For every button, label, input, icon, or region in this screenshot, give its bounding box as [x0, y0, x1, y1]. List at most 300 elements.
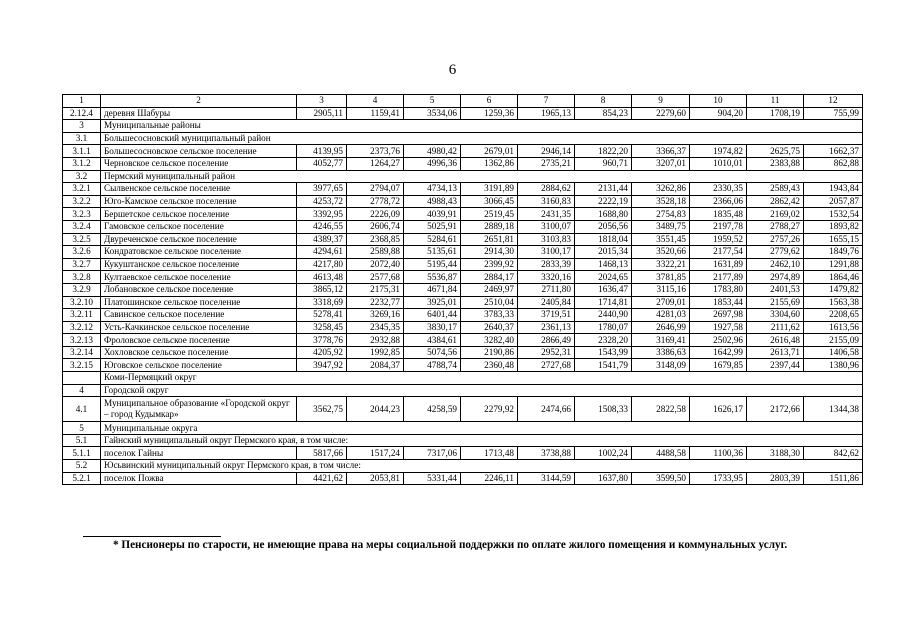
value-cell: 2589,43 — [747, 183, 804, 196]
value-cell: 3169,41 — [632, 334, 690, 347]
value-cell: 5135,61 — [404, 246, 461, 259]
value-cell: 4734,13 — [404, 183, 461, 196]
value-cell: 1780,07 — [575, 321, 632, 334]
value-cell: 2044,23 — [347, 397, 404, 422]
table-row — [63, 346, 863, 359]
value-cell: 4205,92 — [297, 346, 347, 359]
value-cell: 1733,95 — [690, 472, 747, 485]
value-cell: 2822,58 — [632, 397, 690, 422]
value-cell: 4294,61 — [297, 246, 347, 259]
column-header: 5 — [404, 95, 461, 108]
value-cell: 4613,48 — [297, 271, 347, 284]
value-cell: 2462,10 — [747, 258, 804, 271]
row-code: 5.1 — [63, 434, 101, 447]
row-code: 2.12.4 — [63, 107, 101, 120]
value-cell: 1893,82 — [804, 220, 863, 233]
value-cell: 3719,51 — [518, 309, 575, 322]
column-header: 2 — [101, 95, 297, 108]
value-cell: 3322,21 — [632, 258, 690, 271]
value-cell: 6401,44 — [404, 309, 461, 322]
value-cell: 2778,72 — [347, 195, 404, 208]
value-cell: 4421,62 — [297, 472, 347, 485]
value-cell: 2226,09 — [347, 208, 404, 221]
value-cell: 1259,36 — [461, 107, 518, 120]
value-cell: 1380,96 — [804, 359, 863, 372]
value-cell: 1849,76 — [804, 246, 863, 259]
table-row — [63, 183, 863, 196]
value-cell: 2646,99 — [632, 321, 690, 334]
row-code: 5.2 — [63, 460, 101, 473]
value-cell: 2328,20 — [575, 334, 632, 347]
value-cell: 2072,40 — [347, 258, 404, 271]
table-row — [63, 271, 863, 284]
value-cell: 1822,20 — [575, 145, 632, 158]
row-code: 4.1 — [63, 397, 101, 422]
value-cell: 2373,76 — [347, 145, 404, 158]
value-cell: 2361,13 — [518, 321, 575, 334]
column-header: 8 — [575, 95, 632, 108]
value-cell: 1992,85 — [347, 346, 404, 359]
value-cell: 5331,44 — [404, 472, 461, 485]
value-cell: 2788,27 — [747, 220, 804, 233]
row-code: 3.2 — [63, 170, 101, 183]
value-cell: 2914,30 — [461, 246, 518, 259]
value-cell: 1818,04 — [575, 233, 632, 246]
column-header: 11 — [747, 95, 804, 108]
value-cell: 2711,80 — [518, 283, 575, 296]
row-name: Лобановское сельское поселение — [101, 283, 297, 296]
value-cell: 2735,21 — [518, 157, 575, 170]
value-cell: 1517,24 — [347, 447, 404, 460]
value-cell: 1714,81 — [575, 296, 632, 309]
value-cell: 2510,04 — [461, 296, 518, 309]
value-cell: 3304,60 — [747, 309, 804, 322]
footnote: * Пенсионеры по старости, не имеющие права на меры социальной поддержки по оплате жилого помещения и коммунальных услуг. — [113, 539, 788, 551]
row-name: поселок Пожва — [101, 472, 297, 485]
row-name: Платошинское сельское поселение — [101, 296, 297, 309]
value-cell: 3320,16 — [518, 271, 575, 284]
data-table — [62, 94, 863, 485]
value-cell: 3489,75 — [632, 220, 690, 233]
value-cell: 2905,11 — [297, 107, 347, 120]
row-code: 4 — [63, 384, 101, 397]
value-cell: 4258,59 — [404, 397, 461, 422]
value-cell: 3778,76 — [297, 334, 347, 347]
value-cell: 862,88 — [804, 157, 863, 170]
value-cell: 4139,95 — [297, 145, 347, 158]
section-row — [63, 460, 863, 473]
table-row — [63, 195, 863, 208]
row-code: 3.2.9 — [63, 283, 101, 296]
value-cell: 4384,61 — [404, 334, 461, 347]
column-header: 7 — [518, 95, 575, 108]
table-row — [63, 220, 863, 233]
column-header: 12 — [804, 95, 863, 108]
table-row — [63, 107, 863, 120]
row-code: 3.2.4 — [63, 220, 101, 233]
column-header: 1 — [63, 95, 101, 108]
value-cell: 5195,44 — [404, 258, 461, 271]
section-row — [63, 434, 863, 447]
value-cell: 2172,66 — [747, 397, 804, 422]
section-row — [63, 170, 863, 183]
value-cell: 3830,17 — [404, 321, 461, 334]
value-cell: 2884,62 — [518, 183, 575, 196]
value-cell: 2169,02 — [747, 208, 804, 221]
value-cell: 2866,49 — [518, 334, 575, 347]
value-cell: 3977,65 — [297, 183, 347, 196]
column-header: 10 — [690, 95, 747, 108]
value-cell: 4281,03 — [632, 309, 690, 322]
row-name: Усть-Качкинское сельское поселение — [101, 321, 297, 334]
table-row — [63, 309, 863, 322]
value-cell: 3781,85 — [632, 271, 690, 284]
value-cell: 2345,35 — [347, 321, 404, 334]
value-cell: 2366,06 — [690, 195, 747, 208]
value-cell: 1291,88 — [804, 258, 863, 271]
row-name: Кондратовское сельское поселение — [101, 246, 297, 259]
value-cell: 2833,39 — [518, 258, 575, 271]
value-cell: 2177,54 — [690, 246, 747, 259]
value-cell: 2155,69 — [747, 296, 804, 309]
value-cell: 2190,86 — [461, 346, 518, 359]
row-code: 3.2.8 — [63, 271, 101, 284]
value-cell: 1508,33 — [575, 397, 632, 422]
row-name: Черновское сельское поселение — [101, 157, 297, 170]
column-header: 9 — [632, 95, 690, 108]
value-cell: 2015,34 — [575, 246, 632, 259]
value-cell: 904,20 — [690, 107, 747, 120]
table-row — [63, 258, 863, 271]
value-cell: 2613,71 — [747, 346, 804, 359]
value-cell: 5817,66 — [297, 447, 347, 460]
value-cell: 2440,90 — [575, 309, 632, 322]
value-cell: 1965,13 — [518, 107, 575, 120]
value-cell: 2131,44 — [575, 183, 632, 196]
value-cell: 1642,99 — [690, 346, 747, 359]
table-row — [63, 145, 863, 158]
value-cell: 3528,18 — [632, 195, 690, 208]
value-cell: 3738,88 — [518, 447, 575, 460]
value-cell: 2084,37 — [347, 359, 404, 372]
section-row — [63, 132, 863, 145]
row-code: 3.2.15 — [63, 359, 101, 372]
value-cell: 3103,83 — [518, 233, 575, 246]
table-row — [63, 321, 863, 334]
row-name: Савинское сельское поселение — [101, 309, 297, 322]
value-cell: 1002,24 — [575, 447, 632, 460]
section-row — [63, 120, 863, 133]
value-cell: 2405,84 — [518, 296, 575, 309]
value-cell: 2932,88 — [347, 334, 404, 347]
value-cell: 1613,56 — [804, 321, 863, 334]
row-code: 3.2.12 — [63, 321, 101, 334]
value-cell: 2401,53 — [747, 283, 804, 296]
value-cell: 2577,68 — [347, 271, 404, 284]
value-cell: 4788,74 — [404, 359, 461, 372]
value-cell: 2884,17 — [461, 271, 518, 284]
value-cell: 2727,68 — [518, 359, 575, 372]
table-row — [63, 447, 863, 460]
value-cell: 2757,26 — [747, 233, 804, 246]
table-header-row — [63, 95, 863, 108]
row-code: 3.2.2 — [63, 195, 101, 208]
row-name: Юго-Камское сельское поселение — [101, 195, 297, 208]
value-cell: 2330,35 — [690, 183, 747, 196]
value-cell: 3144,59 — [518, 472, 575, 485]
value-cell: 854,23 — [575, 107, 632, 120]
row-code: 3.2.7 — [63, 258, 101, 271]
value-cell: 2616,48 — [747, 334, 804, 347]
value-cell: 2651,81 — [461, 233, 518, 246]
value-cell: 2952,31 — [518, 346, 575, 359]
value-cell: 2056,56 — [575, 220, 632, 233]
value-cell: 1159,41 — [347, 107, 404, 120]
value-cell: 1631,89 — [690, 258, 747, 271]
value-cell: 1563,38 — [804, 296, 863, 309]
value-cell: 1406,58 — [804, 346, 863, 359]
value-cell: 1959,52 — [690, 233, 747, 246]
value-cell: 7317,06 — [404, 447, 461, 460]
value-cell: 2431,35 — [518, 208, 575, 221]
value-cell: 4980,42 — [404, 145, 461, 158]
value-cell: 2057,87 — [804, 195, 863, 208]
value-cell: 2246,11 — [461, 472, 518, 485]
row-code: 3.2.11 — [63, 309, 101, 322]
value-cell: 3551,45 — [632, 233, 690, 246]
value-cell: 2679,01 — [461, 145, 518, 158]
value-cell: 3160,83 — [518, 195, 575, 208]
row-name: Гайнский муниципальный округ Пермского края, в том числе: — [101, 434, 863, 447]
value-cell: 3115,16 — [632, 283, 690, 296]
value-cell: 2803,39 — [747, 472, 804, 485]
row-name: Хохловское сельское поселение — [101, 346, 297, 359]
value-cell: 1974,82 — [690, 145, 747, 158]
table-row — [63, 334, 863, 347]
row-code: 3.1 — [63, 132, 101, 145]
value-cell: 1468,13 — [575, 258, 632, 271]
value-cell: 1626,17 — [690, 397, 747, 422]
row-name: Бершетское сельское поселение — [101, 208, 297, 221]
row-name: Култаевское сельское поселение — [101, 271, 297, 284]
value-cell: 3562,75 — [297, 397, 347, 422]
value-cell: 3207,01 — [632, 157, 690, 170]
value-cell: 4988,43 — [404, 195, 461, 208]
value-cell: 2794,07 — [347, 183, 404, 196]
row-code: 3 — [63, 120, 101, 133]
table-row — [63, 208, 863, 221]
value-cell: 1010,01 — [690, 157, 747, 170]
row-name: Кукуштанское сельское поселение — [101, 258, 297, 271]
value-cell: 3783,33 — [461, 309, 518, 322]
table-row — [63, 246, 863, 259]
value-cell: 4996,36 — [404, 157, 461, 170]
value-cell: 2208,65 — [804, 309, 863, 322]
value-cell: 1511,86 — [804, 472, 863, 485]
value-cell: 2974,89 — [747, 271, 804, 284]
row-code: 3.1.2 — [63, 157, 101, 170]
value-cell: 2024,65 — [575, 271, 632, 284]
value-cell: 2697,98 — [690, 309, 747, 322]
value-cell: 2397,44 — [747, 359, 804, 372]
row-name: Юговское сельское поселение — [101, 359, 297, 372]
value-cell: 2279,92 — [461, 397, 518, 422]
value-cell: 3534,06 — [404, 107, 461, 120]
value-cell: 3258,45 — [297, 321, 347, 334]
value-cell: 3520,66 — [632, 246, 690, 259]
value-cell: 3191,89 — [461, 183, 518, 196]
value-cell: 2279,60 — [632, 107, 690, 120]
row-name: Муниципальные округа — [101, 422, 863, 435]
value-cell: 960,71 — [575, 157, 632, 170]
row-name: Большесосновский муниципальный район — [101, 132, 863, 145]
row-code: 3.2.13 — [63, 334, 101, 347]
value-cell: 3947,92 — [297, 359, 347, 372]
value-cell: 2360,48 — [461, 359, 518, 372]
row-code — [63, 372, 101, 385]
value-cell: 5536,87 — [404, 271, 461, 284]
value-cell: 2862,42 — [747, 195, 804, 208]
row-name: Муниципальное образование «Городской округ – город Кудымкар» — [101, 397, 297, 422]
value-cell: 1688,80 — [575, 208, 632, 221]
value-cell: 3100,17 — [518, 246, 575, 259]
value-cell: 842,62 — [804, 447, 863, 460]
value-cell: 3262,86 — [632, 183, 690, 196]
value-cell: 1708,19 — [747, 107, 804, 120]
row-code: 5 — [63, 422, 101, 435]
row-name: Городской округ — [101, 384, 863, 397]
row-name: Двуреченское сельское поселение — [101, 233, 297, 246]
value-cell: 1532,54 — [804, 208, 863, 221]
value-cell: 1100,36 — [690, 447, 747, 460]
row-code: 3.2.5 — [63, 233, 101, 246]
value-cell: 3318,69 — [297, 296, 347, 309]
value-cell: 2399,92 — [461, 258, 518, 271]
row-name: Большесосновское сельское поселение — [101, 145, 297, 158]
value-cell: 4217,80 — [297, 258, 347, 271]
value-cell: 1344,38 — [804, 397, 863, 422]
value-cell: 1679,85 — [690, 359, 747, 372]
value-cell: 1655,15 — [804, 233, 863, 246]
section-row — [63, 422, 863, 435]
table-row — [63, 296, 863, 309]
row-name: Пермский муниципальный район — [101, 170, 863, 183]
value-cell: 1943,84 — [804, 183, 863, 196]
row-name: Муниципальные районы — [101, 120, 863, 133]
value-cell: 4671,84 — [404, 283, 461, 296]
value-cell: 2589,88 — [347, 246, 404, 259]
value-cell: 2754,83 — [632, 208, 690, 221]
value-cell: 1783,80 — [690, 283, 747, 296]
value-cell: 2625,75 — [747, 145, 804, 158]
footnote-divider — [83, 536, 221, 537]
value-cell: 4389,37 — [297, 233, 347, 246]
value-cell: 1479,82 — [804, 283, 863, 296]
value-cell: 2368,85 — [347, 233, 404, 246]
row-name: Коми-Пермяцкий округ — [101, 372, 863, 385]
table-row — [63, 359, 863, 372]
value-cell: 1636,47 — [575, 283, 632, 296]
value-cell: 4253,72 — [297, 195, 347, 208]
value-cell: 2222,19 — [575, 195, 632, 208]
value-cell: 5025,91 — [404, 220, 461, 233]
row-code: 3.2.10 — [63, 296, 101, 309]
value-cell: 5278,41 — [297, 309, 347, 322]
value-cell: 3392,95 — [297, 208, 347, 221]
table-row — [63, 283, 863, 296]
column-header: 6 — [461, 95, 518, 108]
value-cell: 3865,12 — [297, 283, 347, 296]
value-cell: 2232,77 — [347, 296, 404, 309]
value-cell: 755,99 — [804, 107, 863, 120]
value-cell: 2177,89 — [690, 271, 747, 284]
value-cell: 2175,31 — [347, 283, 404, 296]
value-cell: 1864,46 — [804, 271, 863, 284]
row-name: Юсьвинский муниципальный округ Пермского края, в том числе: — [101, 460, 863, 473]
column-header: 4 — [347, 95, 404, 108]
value-cell: 3100,07 — [518, 220, 575, 233]
value-cell: 3599,50 — [632, 472, 690, 485]
value-cell: 2053,81 — [347, 472, 404, 485]
value-cell: 3386,63 — [632, 346, 690, 359]
row-code: 5.1.1 — [63, 447, 101, 460]
value-cell: 3282,40 — [461, 334, 518, 347]
value-cell: 5074,56 — [404, 346, 461, 359]
value-cell: 4246,55 — [297, 220, 347, 233]
value-cell: 2640,37 — [461, 321, 518, 334]
section-row — [63, 372, 863, 385]
value-cell: 3925,01 — [404, 296, 461, 309]
value-cell: 3269,16 — [347, 309, 404, 322]
value-cell: 2709,01 — [632, 296, 690, 309]
value-cell: 2946,14 — [518, 145, 575, 158]
row-name: поселок Гайны — [101, 447, 297, 460]
value-cell: 2889,18 — [461, 220, 518, 233]
value-cell: 3366,37 — [632, 145, 690, 158]
value-cell: 2383,88 — [747, 157, 804, 170]
row-name: деревня Шабуры — [101, 107, 297, 120]
row-name: Фроловское сельское поселение — [101, 334, 297, 347]
value-cell: 1264,27 — [347, 157, 404, 170]
value-cell: 2111,62 — [747, 321, 804, 334]
value-cell: 4052,77 — [297, 157, 347, 170]
value-cell: 2519,45 — [461, 208, 518, 221]
value-cell: 3066,45 — [461, 195, 518, 208]
row-name: Сылвенское сельское поселение — [101, 183, 297, 196]
row-code: 3.2.14 — [63, 346, 101, 359]
value-cell: 1662,37 — [804, 145, 863, 158]
table-row — [63, 472, 863, 485]
value-cell: 1853,44 — [690, 296, 747, 309]
value-cell: 3188,30 — [747, 447, 804, 460]
value-cell: 1835,48 — [690, 208, 747, 221]
value-cell: 4039,91 — [404, 208, 461, 221]
value-cell: 1541,79 — [575, 359, 632, 372]
row-code: 3.2.1 — [63, 183, 101, 196]
value-cell: 1637,80 — [575, 472, 632, 485]
table-row — [63, 157, 863, 170]
value-cell: 2606,74 — [347, 220, 404, 233]
page-number: 6 — [448, 62, 457, 78]
value-cell: 2197,78 — [690, 220, 747, 233]
row-code: 5.2.1 — [63, 472, 101, 485]
row-code: 3.2.6 — [63, 246, 101, 259]
value-cell: 5284,61 — [404, 233, 461, 246]
row-name: Гамовское сельское поселение — [101, 220, 297, 233]
value-cell: 2502,96 — [690, 334, 747, 347]
table-row — [63, 233, 863, 246]
value-cell: 1543,99 — [575, 346, 632, 359]
